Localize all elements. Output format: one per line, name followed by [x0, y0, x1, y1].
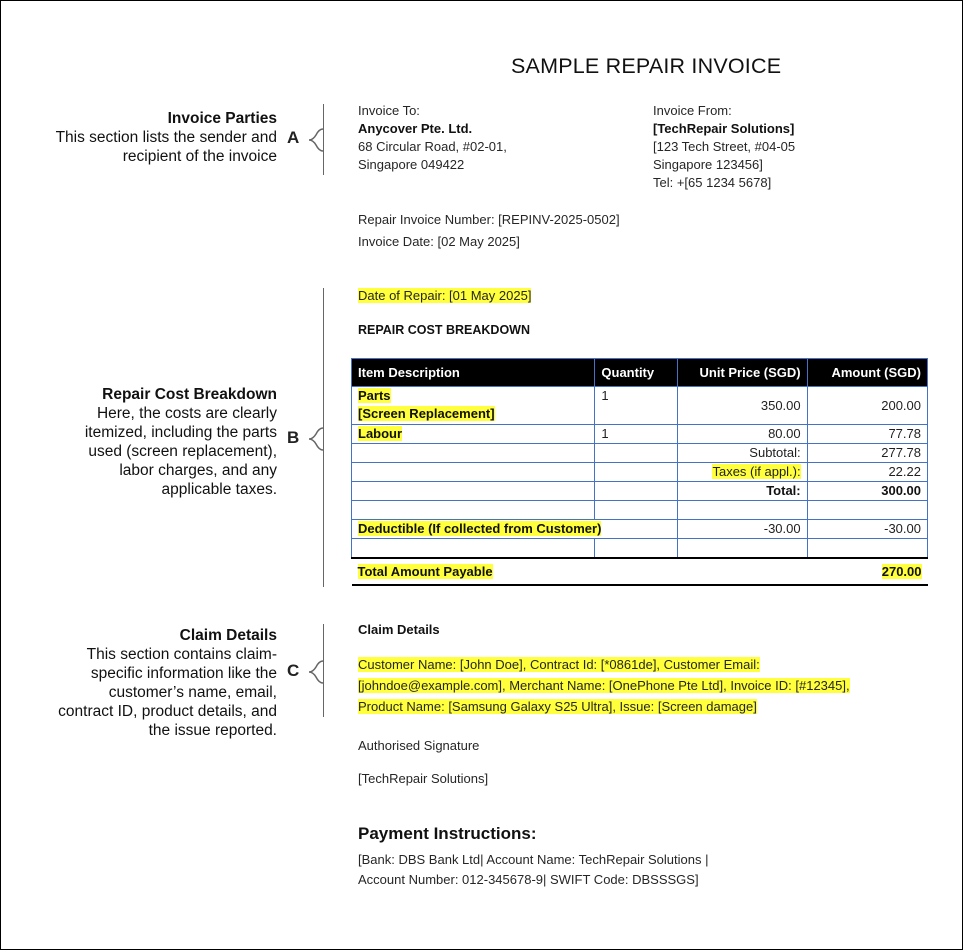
claim-line: Product Name: [Samsung Galaxy S25 Ultra], Issue: [Screen damage] [358, 699, 757, 714]
claim-line: [johndoe@example.com], Merchant Name: [OnePhone Pte Ltd], Invoice ID: [#12345], [358, 678, 850, 693]
repair-cost-table [351, 358, 928, 586]
section-letter-b: B [287, 428, 300, 447]
labour-unit-price: 80.00 [677, 425, 807, 444]
annotation-text: used (screen replacement), [88, 443, 277, 460]
annotation-repair-cost [21, 385, 277, 499]
column-header: Item Description [352, 359, 595, 387]
table-row-deductible [352, 520, 928, 539]
table-row-subtotal [352, 444, 928, 463]
annotation-text: Here, the costs are clearly [96, 405, 277, 422]
invoice-to-address: 68 Circular Road, #02-01, [358, 139, 507, 154]
signature-label: Authorised Signature [358, 738, 480, 753]
invoice-number: Repair Invoice Number: [REPINV-2025-0502] [358, 212, 620, 227]
parts-label: Parts [358, 388, 391, 403]
table-row-spacer [352, 539, 928, 559]
payment-details [358, 850, 708, 890]
breakdown-heading: REPAIR COST BREAKDOWN [358, 323, 530, 337]
annotation-text: itemized, including the parts [84, 424, 277, 441]
payment-line: Account Number: 012-345678-9| SWIFT Code: DBSSSGS] [358, 872, 699, 887]
labour-label: Labour [358, 426, 403, 441]
table-row-payable [352, 558, 928, 585]
column-header: Unit Price (SGD) [677, 359, 807, 387]
table-header-row [352, 359, 928, 387]
payable-label: Total Amount Payable [357, 563, 493, 579]
annotation-invoice-parties [21, 109, 277, 166]
invoice-from-address: Singapore 123456] [653, 157, 763, 172]
annotation-text: labor charges, and any [119, 462, 277, 479]
invoice-to-label: Invoice To: [358, 103, 420, 118]
annotation-text: This section contains claim- [86, 646, 277, 663]
payment-heading: Payment Instructions: [358, 824, 537, 843]
annotation-text: the issue reported. [148, 722, 277, 739]
parts-unit-price: 350.00 [677, 387, 807, 425]
invoice-from-address: [123 Tech Street, #04-05 [653, 139, 796, 154]
annotation-text: applicable taxes. [161, 481, 277, 498]
parts-qty: 1 [595, 387, 677, 425]
annotation-claim-details [21, 626, 277, 740]
parts-detail: [Screen Replacement] [358, 406, 495, 421]
brace-tip-icon [307, 659, 325, 685]
taxes-label: Taxes (if appl.): [712, 464, 801, 479]
annotation-title: Repair Cost Breakdown [102, 386, 277, 403]
labour-qty: 1 [595, 425, 677, 444]
taxes-amount: 22.22 [807, 463, 927, 482]
invoice-to-block [358, 102, 507, 174]
invoice-title: SAMPLE REPAIR INVOICE [511, 54, 782, 78]
invoice-from-block [653, 102, 795, 192]
annotation-text: customer’s name, email, [108, 684, 277, 701]
annotation-title: Invoice Parties [167, 110, 277, 127]
table-row-taxes [352, 463, 928, 482]
annotation-text: This section lists the sender and [55, 129, 277, 146]
table-row-labour [352, 425, 928, 444]
table-row-spacer [352, 501, 928, 520]
signature-name: [TechRepair Solutions] [358, 771, 489, 786]
subtotal-amount: 277.78 [807, 444, 927, 463]
annotation-text: recipient of the invoice [122, 148, 277, 165]
deductible-unit-price: -30.00 [677, 520, 807, 539]
table-row-parts [352, 387, 928, 425]
deductible-label: Deductible (If collected from Customer) [358, 521, 602, 536]
labour-amount: 77.78 [807, 425, 927, 444]
total-amount: 300.00 [807, 482, 927, 501]
invoice-to-address: Singapore 049422 [358, 157, 465, 172]
column-header: Amount (SGD) [807, 359, 927, 387]
invoice-from-label: Invoice From: [653, 103, 732, 118]
section-letter-a: A [287, 128, 300, 147]
invoice-from-name: [TechRepair Solutions] [653, 121, 795, 136]
invoice-date: Invoice Date: [02 May 2025] [358, 234, 520, 249]
subtotal-label: Subtotal: [677, 444, 807, 463]
annotation-text: contract ID, product details, and [58, 703, 277, 720]
repair-date: Date of Repair: [01 May 2025] [358, 288, 532, 303]
annotation-title: Claim Details [179, 627, 277, 644]
deductible-amount: -30.00 [807, 520, 927, 539]
claim-line: Customer Name: [John Doe], Contract Id: [*0861de], Customer Email: [358, 657, 760, 672]
payment-line: [Bank: DBS Bank Ltd| Account Name: TechRepair Solutions | [358, 852, 709, 867]
payable-amount: 270.00 [881, 563, 922, 579]
brace-tip-icon [307, 426, 325, 452]
section-letter-c: C [287, 661, 300, 680]
total-label: Total: [677, 482, 807, 501]
invoice-from-tel: Tel: +[65 1234 5678] [653, 175, 772, 190]
claim-details-text [358, 654, 850, 717]
parts-amount: 200.00 [807, 387, 927, 425]
annotation-text: specific information like the [90, 665, 277, 682]
table-row-total [352, 482, 928, 501]
column-header: Quantity [595, 359, 677, 387]
claim-heading: Claim Details [358, 622, 440, 637]
brace-tip-icon [307, 127, 325, 153]
invoice-to-name: Anycover Pte. Ltd. [358, 121, 473, 136]
